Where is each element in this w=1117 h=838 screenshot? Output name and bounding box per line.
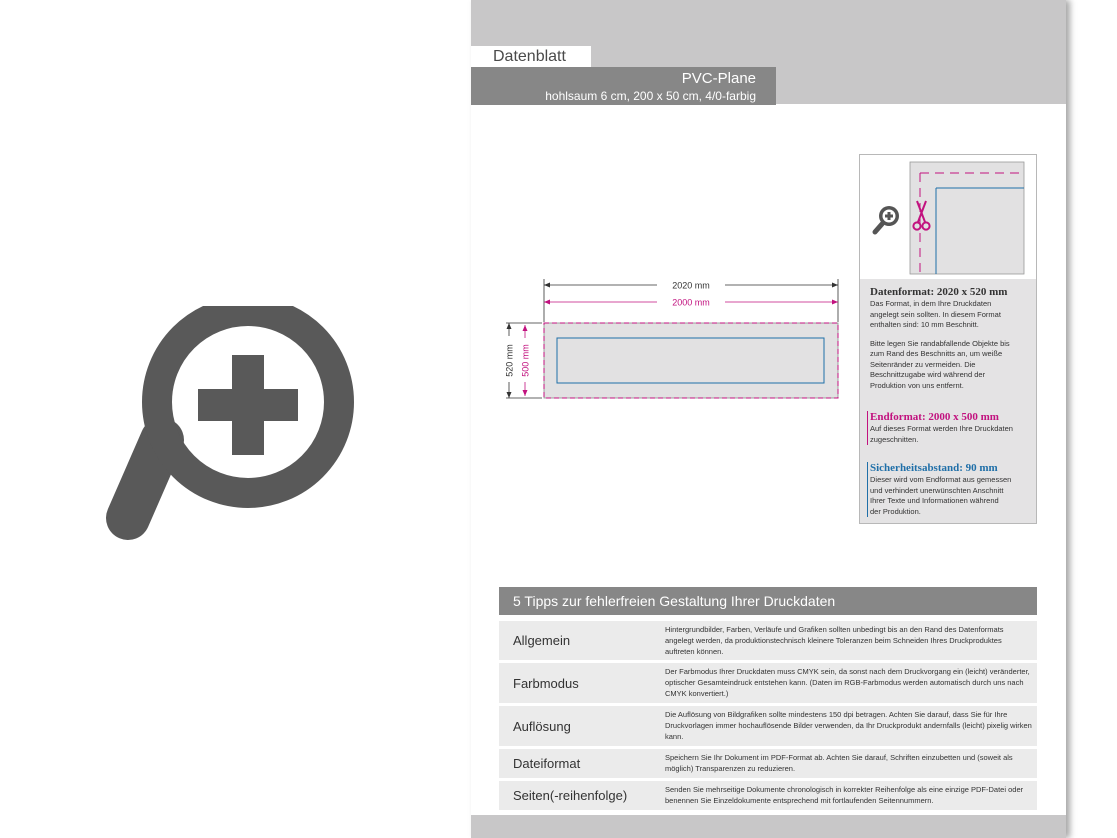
- data-format-section: [870, 286, 1032, 391]
- format-info-box: [859, 154, 1037, 524]
- data-format-text: Das Format, in dem Ihre Druckdaten angelegt sein sollten. In diesem Format enthalten sind: 10 mm Beschnitt.: [870, 299, 1001, 329]
- format-diagram: [499, 270, 844, 410]
- small-zoom-in-icon: [875, 206, 899, 232]
- tip-text: Der Farbmodus Ihrer Druckdaten muss CMYK sein, da sonst nach dem Druckvorgang ein (leicht) veränderter, optischer Gesamteindruck entstehen kann. (Daten im RGB-Farbmodus werden automatisch durch uns nach CMYK konvertiert.): [665, 667, 1030, 698]
- tip-text: Hintergrundbilder, Farben, Verläufe und Grafiken sollten unbedingt bis an den Rand des Datenformats angelegt werden, da produktionstechnisch kleinere Toleranzen beim Schneiden Ihres Druckproduktes auftreten können.: [665, 625, 1004, 656]
- safety-distance-title: Sicherheitsabstand: 90 mm: [870, 462, 998, 474]
- tip-row-page-order: [499, 781, 1037, 810]
- end-format-section: [867, 411, 1032, 445]
- data-format-text-2: Bitte legen Sie randabfallende Objekte bis zum Rand des Beschnitts an, um weiße Seitenränder zu vermeiden. Die Beschnittzugabe wird während der Produktion von uns entfernt.: [870, 338, 1010, 390]
- tip-label: Dateiformat: [513, 756, 581, 771]
- width-outer-label: 2020 mm: [672, 280, 710, 291]
- data-format-area: [544, 323, 838, 398]
- tip-label: Farbmodus: [513, 675, 579, 691]
- end-format-title: Endformat: 2000 x 500 mm: [870, 411, 999, 423]
- tip-row-resolution: [499, 706, 1037, 746]
- datasheet-label: Datenblatt: [471, 46, 591, 67]
- product-title: PVC-Plane: [681, 70, 756, 87]
- height-outer-label: 520 mm: [504, 344, 515, 377]
- tip-text: Senden Sie mehrseitige Dokumente chronologisch in korrekter Reihenfolge als eine einzige PDF-Datei oder benennen Sie Einzeldokumente entsprechend mit fortlaufenden Seitennummern.: [665, 785, 1024, 805]
- datasheet-page: [471, 0, 1066, 838]
- inner-width-dimension: [544, 296, 838, 308]
- end-format-text: Auf dieses Format werden Ihre Druckdaten zugeschnitten.: [870, 424, 1013, 444]
- tip-row-file-format: [499, 749, 1037, 778]
- tip-row-color-mode: [499, 663, 1037, 703]
- corner-detail-thumbnail: [860, 155, 1036, 279]
- tips-header: 5 Tipps zur fehlerfreien Gestaltung Ihrer Druckdaten: [499, 587, 1037, 615]
- product-title-bar: [471, 67, 776, 105]
- sheet-footer: [471, 815, 1066, 838]
- tip-label: Auflösung: [513, 718, 571, 734]
- inner-height-dimension: [519, 325, 531, 396]
- tip-row-general: [499, 621, 1037, 660]
- tip-label: Seiten(-reihenfolge): [513, 788, 628, 803]
- tip-text: Speichern Sie Ihr Dokument im PDF-Format ab. Achten Sie darauf, Schriften einzubetten und (soweit als möglich) Transparenzen zu reduzieren.: [665, 753, 1013, 773]
- tips-table: [499, 587, 1037, 805]
- data-format-title: Datenformat: 2020 x 520 mm: [870, 286, 1008, 298]
- height-inner-label: 500 mm: [520, 344, 531, 377]
- zoom-in-icon[interactable]: [100, 306, 358, 550]
- product-subtitle: hohlsaum 6 cm, 200 x 50 cm, 4/0-farbig: [545, 89, 756, 103]
- width-inner-label: 2000 mm: [672, 297, 710, 308]
- safety-distance-text: Dieser wird vom Endformat aus gemessen und verhindert unerwünschten Anschnitt Ihrer Texte und Informationen während der Produktion.: [870, 475, 1012, 516]
- safety-distance-section: [867, 462, 1032, 517]
- tip-label: Allgemein: [513, 633, 571, 648]
- tip-text: Die Auflösung von Bildgrafiken sollte mindestens 150 dpi betragen. Achten Sie darauf, dass Sie für Ihre Druckvorlagen immer hochauflösende Bilder verwenden, da Ihr Druckprodukt andernfalls (leicht) pixelig wirken kann.: [665, 710, 1032, 741]
